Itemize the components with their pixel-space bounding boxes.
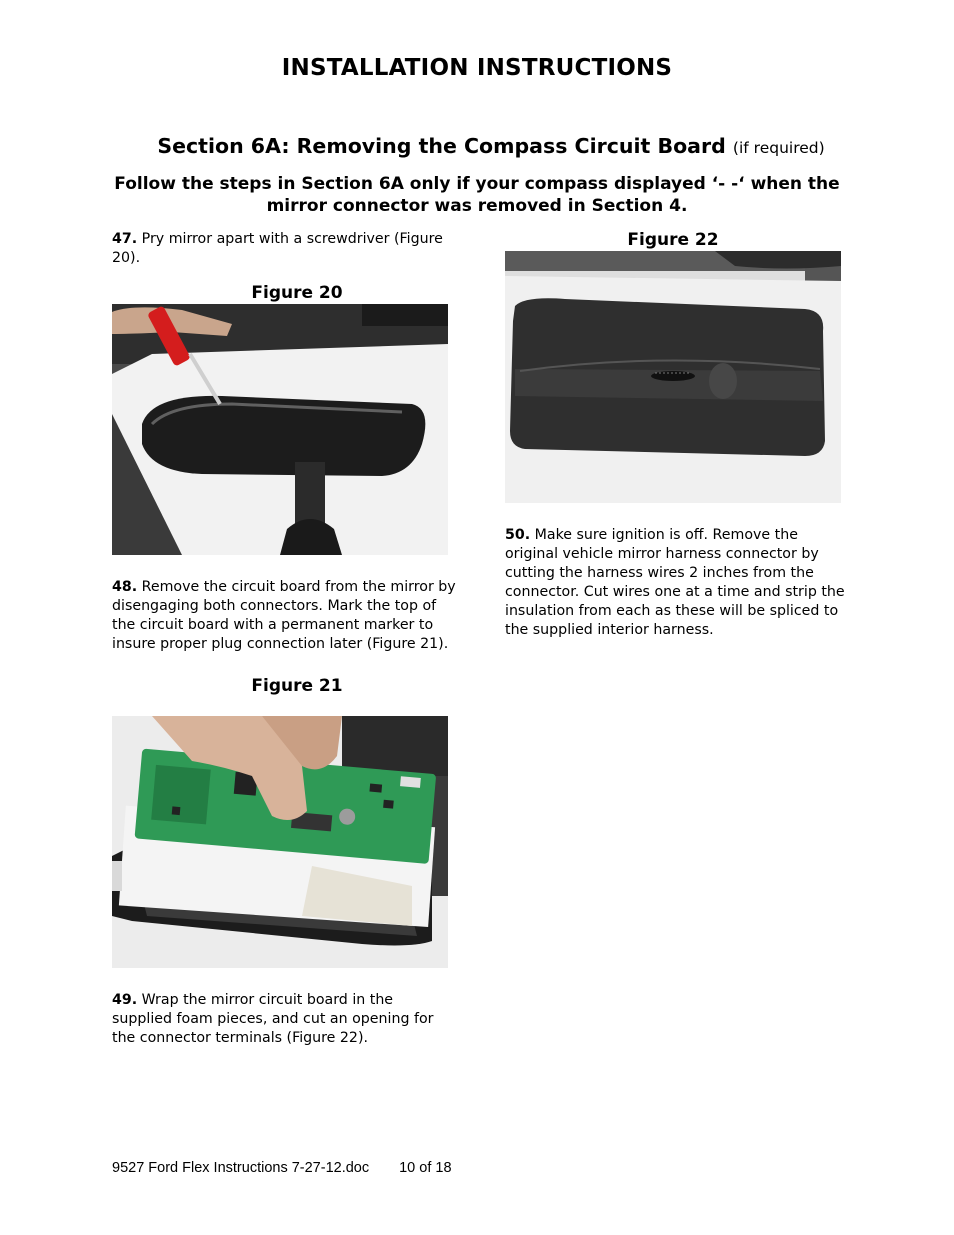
step-text: Pry mirror apart with a screwdriver (Figure 20). xyxy=(112,231,443,266)
figure-20-photo xyxy=(112,304,448,555)
intro-note: Follow the steps in Section 6A only if your compass displayed ‘- -‘ when the mirror connector was removed in Section 4. xyxy=(114,174,840,216)
step-text: Make sure ignition is off. Remove the original vehicle mirror harness connector by cutting the harness wires 2 inches from the connector. Cut wires one at a time and strip the insulation from each as these will be spliced to the supplied interior harness. xyxy=(505,527,845,638)
step-number: 47. xyxy=(112,231,138,247)
figure-21-photo xyxy=(112,716,448,968)
footer-page-number: 10 of 18 xyxy=(399,1160,452,1176)
step-number: 50. xyxy=(505,527,531,543)
figure-20-label: Figure 20 xyxy=(251,283,343,303)
footer-document-name: 9527 Ford Flex Instructions 7-27-12.doc xyxy=(112,1160,370,1176)
step-47 xyxy=(112,230,448,268)
step-number: 48. xyxy=(112,579,138,595)
section-heading xyxy=(0,134,954,158)
step-text: Remove the circuit board from the mirror by disengaging both connectors. Mark the top of the circuit board with a permanent marker to insure proper plug connection later (Figure 21). xyxy=(112,579,456,652)
page-footer xyxy=(112,1160,452,1176)
page-title: INSTALLATION INSTRUCTIONS xyxy=(281,55,673,81)
step-50 xyxy=(505,526,850,640)
figure-22-label: Figure 22 xyxy=(627,230,719,250)
step-48 xyxy=(112,578,457,654)
foam-wrapped-board-image xyxy=(505,251,841,503)
mirror-screwdriver-image xyxy=(112,304,448,555)
step-text: Wrap the mirror circuit board in the supplied foam pieces, and cut an opening for the connector terminals (Figure 22). xyxy=(112,992,434,1046)
figure-22-photo xyxy=(505,251,841,503)
section-title: Section 6A: Removing the Compass Circuit Board xyxy=(157,134,726,158)
circuit-board-image xyxy=(112,716,448,968)
step-number: 49. xyxy=(112,992,138,1008)
step-49 xyxy=(112,991,457,1048)
section-subtitle: (if required) xyxy=(732,139,825,157)
figure-21-label: Figure 21 xyxy=(251,676,343,696)
